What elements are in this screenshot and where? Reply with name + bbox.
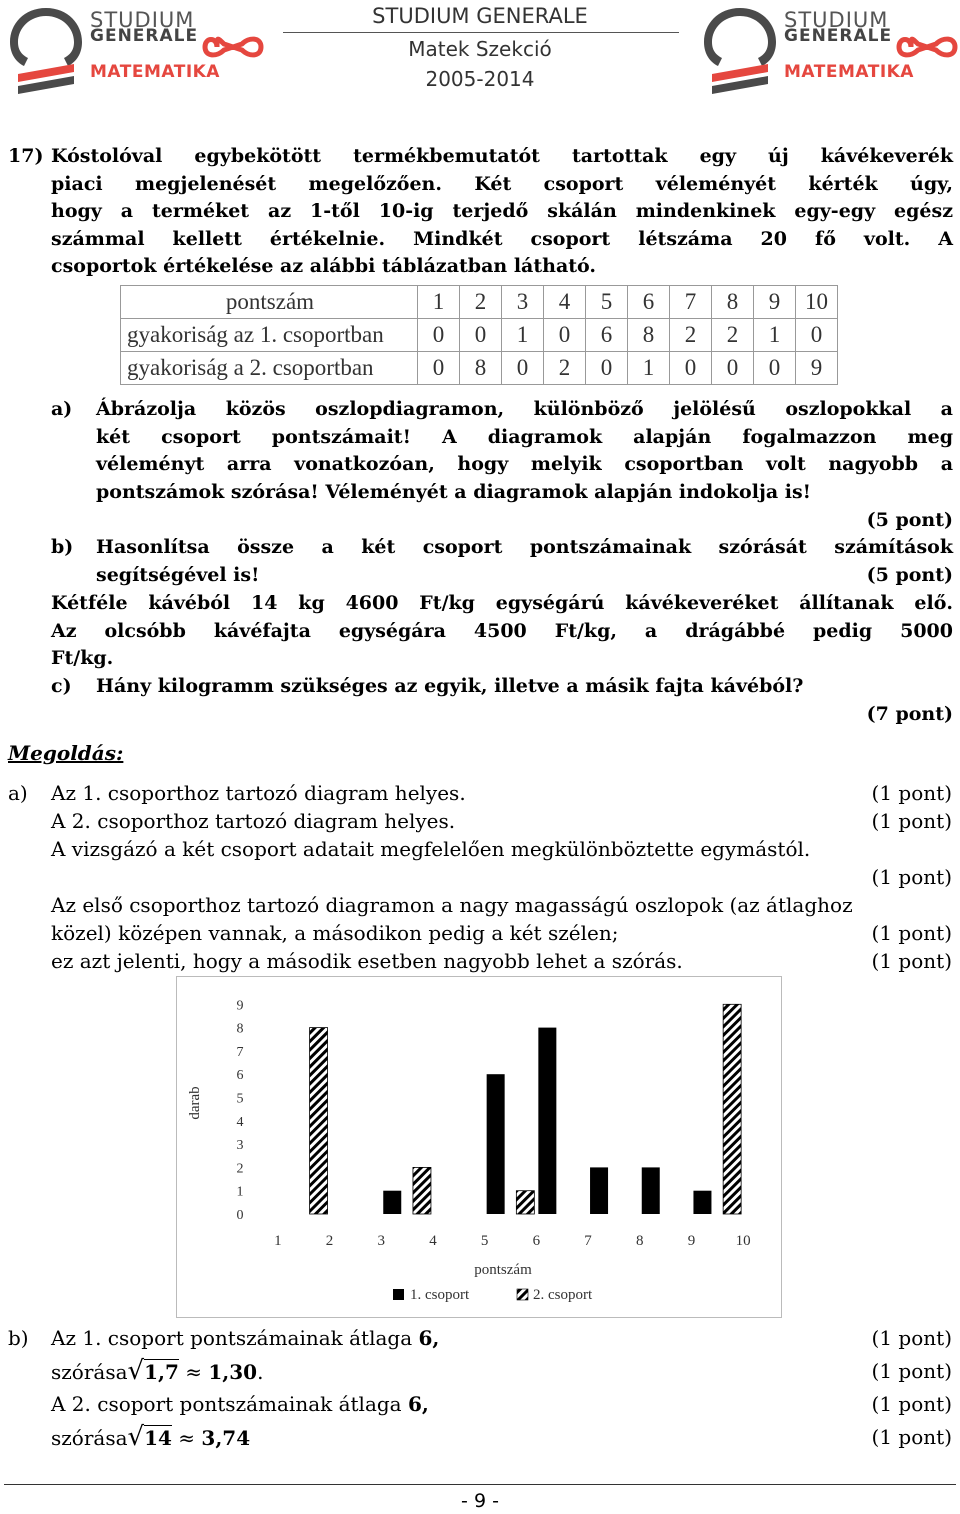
solution-b-row xyxy=(51,1391,952,1419)
bar-group1 xyxy=(383,1191,401,1214)
deviation-value: 3,74 xyxy=(201,1426,251,1450)
legend-label-group2: 2. csoport xyxy=(533,1287,593,1303)
part-b-line: Hasonlítsa össze a két csoport pontszámainak szórását számítások xyxy=(96,536,953,558)
table-cell: 5 xyxy=(586,286,628,319)
x-tick-label: 10 xyxy=(735,1233,751,1249)
y-tick-label: 3 xyxy=(236,1138,244,1154)
logo-text-matematika: MATEMATIKA xyxy=(784,62,914,82)
table-cell: 6 xyxy=(628,286,670,319)
solution-b-line xyxy=(51,1391,429,1419)
studium-generale-logo-icon xyxy=(4,2,88,102)
solution-text: A vizsgázó a két csoport adatait megfelelően megkülönböztette egymástól. xyxy=(51,837,811,861)
problem-line: hogy a terméket az 1-től 10-ig terjedő skálán mindenkinek egy-egy egész xyxy=(51,200,953,223)
solution-b-line xyxy=(51,1424,250,1453)
part-b-text xyxy=(96,534,953,589)
solution-a-row xyxy=(51,780,952,808)
solution-points: (1 pont) xyxy=(871,1359,952,1383)
table-cell: 2 xyxy=(460,286,502,319)
table-cell: 1 xyxy=(754,319,796,352)
logo-text-matematika: MATEMATIKA xyxy=(90,62,220,82)
table-cell: 9 xyxy=(796,352,838,385)
y-tick-label: 7 xyxy=(236,1044,244,1060)
solution-b-line xyxy=(51,1358,263,1387)
approx-sign: ≈ xyxy=(185,1360,203,1384)
header-title: STUDIUM GENERALE xyxy=(372,4,588,28)
solution-b-row xyxy=(51,1358,952,1386)
table-cell: 7 xyxy=(670,286,712,319)
radicand: 14 xyxy=(144,1426,172,1450)
bar-group1 xyxy=(590,1167,608,1214)
solution-points: (1 pont) xyxy=(871,1326,952,1350)
table-cell: 2 xyxy=(544,352,586,385)
table-cell: 4 xyxy=(544,286,586,319)
bar-group1 xyxy=(487,1074,505,1214)
solution-a-row xyxy=(51,808,952,836)
solution-b-row xyxy=(51,1424,952,1452)
solution-text: A 2. csoport pontszámainak átlaga xyxy=(51,1392,402,1416)
table-cell: 1 xyxy=(502,319,544,352)
part-b-line: segítségével is! xyxy=(96,563,260,586)
solution-a-row xyxy=(51,864,952,892)
part-c-label: c) xyxy=(51,675,72,697)
solution-points: (1 pont) xyxy=(871,1425,952,1449)
page-number: - 9 - xyxy=(461,1490,499,1512)
table-cell: 0 xyxy=(502,352,544,385)
table-cell: 8 xyxy=(712,286,754,319)
problem-line: csoportok értékelése az alábbi táblázatban látható. xyxy=(51,255,596,278)
table-row xyxy=(121,319,838,352)
y-tick-label: 8 xyxy=(236,1021,244,1037)
table-cell: 8 xyxy=(628,319,670,352)
mean-value: 6, xyxy=(407,1392,429,1416)
part-a-label: a) xyxy=(51,398,73,420)
table-cell: 0 xyxy=(712,352,754,385)
coffee-line: Kétféle kávéból 14 kg 4600 Ft/kg egységárú kávékeveréket állítanak elő. xyxy=(51,592,953,614)
table-cell: 8 xyxy=(460,352,502,385)
table-cell: 0 xyxy=(460,319,502,352)
coffee-line: Az olcsóbb kávéfajta egységára 4500 Ft/kg, a drágábbé pedig 5000 xyxy=(51,619,953,642)
bar-group2 xyxy=(516,1191,534,1214)
chart-xlabel: pontszám xyxy=(474,1262,532,1278)
part-b-label: b) xyxy=(51,536,74,558)
y-tick-label: 0 xyxy=(236,1208,244,1223)
table-cell: 0 xyxy=(754,352,796,385)
bar-group2 xyxy=(413,1167,431,1214)
chart-ylabel: darab xyxy=(187,1086,203,1120)
logo-text-studium: STUDIUM xyxy=(90,8,195,32)
bar-group1 xyxy=(538,1028,556,1214)
solution-points: (1 pont) xyxy=(871,1392,952,1416)
logo-text-generale: GENERALE xyxy=(784,26,893,46)
solution-text: A 2. csoporthoz tartozó diagram helyes. xyxy=(51,809,456,833)
table-cell: 0 xyxy=(586,352,628,385)
part-b-points: (5 pont) xyxy=(866,564,953,586)
solution-points: (1 pont) xyxy=(871,865,952,889)
infinity-icon xyxy=(200,30,266,64)
header-divider xyxy=(283,32,679,33)
logo-text-studium: STUDIUM xyxy=(784,8,889,32)
part-a-points: (5 pont) xyxy=(866,509,953,531)
studium-generale-logo-icon xyxy=(698,2,782,102)
y-tick-label: 9 xyxy=(236,998,244,1014)
approx-sign: ≈ xyxy=(178,1426,196,1450)
table-cell: 0 xyxy=(418,319,460,352)
x-tick-label: 4 xyxy=(429,1233,437,1249)
problem-line: számmal kellett értékelnie. Mindkét csoport létszáma 20 fő volt. A xyxy=(51,227,953,250)
solution-points: (1 pont) xyxy=(871,949,952,973)
coffee-line: Ft/kg. xyxy=(51,647,114,670)
footer-divider xyxy=(4,1484,956,1485)
legend-label-group1: 1. csoport xyxy=(410,1287,470,1303)
solution-b-label: b) xyxy=(8,1326,29,1350)
frequency-table xyxy=(120,285,838,385)
problem-number: 17) xyxy=(8,145,44,167)
legend-swatch-group1 xyxy=(393,1289,404,1300)
problem-line: Kóstolóval egybekötött termékbemutatót tartottak egy új kávékeverék xyxy=(51,145,953,167)
solution-a-row xyxy=(51,948,952,976)
solution-a-row xyxy=(51,892,952,920)
infinity-icon xyxy=(894,30,960,64)
table-cell: 0 xyxy=(796,319,838,352)
solution-text: közel) középen vannak, a másodikon pedig a két szélen; xyxy=(51,921,619,945)
table-header-label: pontszám xyxy=(121,286,418,319)
sqrt-icon: √ xyxy=(127,1356,145,1386)
solution-text: ez azt jelenti, hogy a második esetben nagyobb lehet a szórás. xyxy=(51,949,683,973)
table-cell: 1 xyxy=(418,286,460,319)
solution-points: (1 pont) xyxy=(871,809,952,833)
part-a-line: Ábrázolja közös oszlopdiagramon, különböző jelölésű oszlopokkal a xyxy=(96,398,953,420)
bar-chart-frame xyxy=(176,976,782,1318)
x-tick-label: 9 xyxy=(687,1233,696,1249)
table-row xyxy=(121,286,838,319)
table-cell: 2 xyxy=(712,319,754,352)
solution-text: Az első csoporthoz tartozó diagramon a nagy magasságú oszlopok (az átlaghoz xyxy=(51,893,853,917)
part-a-text xyxy=(96,396,953,506)
bar-chart xyxy=(177,977,781,1317)
problem-line: piaci megjelenését megelőzően. Két csoport véleményét kérték úgy, xyxy=(51,172,953,195)
problem-coffee-text xyxy=(51,590,953,673)
logo-text-generale: GENERALE xyxy=(90,26,199,46)
solution-heading: Megoldás: xyxy=(8,741,124,765)
solution-points: (1 pont) xyxy=(871,921,952,945)
solution-a-row xyxy=(51,836,952,864)
table-row xyxy=(121,352,838,385)
table-row-label: gyakoriság az 1. csoportban xyxy=(121,319,418,352)
radicand: 1,7 xyxy=(144,1360,179,1384)
y-tick-label: 5 xyxy=(236,1091,244,1107)
solution-b-row xyxy=(51,1325,952,1353)
part-a-line: véleményt arra vonatkozóan, hogy melyik csoportban volt nagyobb a xyxy=(96,453,953,476)
part-c-text: Hány kilogramm szükséges az egyik, illetve a másik fajta kávéból? xyxy=(96,675,804,697)
solution-text: szórása xyxy=(51,1360,128,1384)
x-tick-label: 8 xyxy=(636,1233,644,1249)
part-a-line: két csoport pontszámait! A diagramok alapján fogalmazzon meg xyxy=(96,425,953,448)
table-cell: 0 xyxy=(544,319,586,352)
x-tick-label: 2 xyxy=(325,1233,334,1249)
table-cell: 0 xyxy=(418,352,460,385)
x-tick-label: 6 xyxy=(532,1233,541,1249)
part-c-points: (7 pont) xyxy=(866,703,953,725)
header-years: 2005-2014 xyxy=(425,67,535,91)
bar-group1 xyxy=(642,1167,660,1214)
legend-swatch-group2 xyxy=(517,1289,528,1300)
solution-points: (1 pont) xyxy=(871,781,952,805)
sqrt-icon: √ xyxy=(127,1422,145,1452)
table-cell: 9 xyxy=(754,286,796,319)
logo-right xyxy=(698,2,958,102)
part-a-line: pontszámok szórása! Véleményét a diagramok alapján indokolja is! xyxy=(96,480,812,503)
y-tick-label: 4 xyxy=(236,1114,244,1130)
x-tick-label: 1 xyxy=(274,1233,282,1249)
solution-a-row xyxy=(51,920,952,948)
y-tick-label: 6 xyxy=(236,1068,244,1084)
period: . xyxy=(257,1360,264,1384)
table-cell: 1 xyxy=(628,352,670,385)
table-cell: 3 xyxy=(502,286,544,319)
y-tick-label: 1 xyxy=(236,1184,244,1200)
logo-left xyxy=(4,2,264,102)
table-cell: 0 xyxy=(670,352,712,385)
solution-a-label: a) xyxy=(8,781,28,805)
table-cell: 10 xyxy=(796,286,838,319)
x-tick-label: 3 xyxy=(377,1233,385,1249)
solution-text: szórása xyxy=(51,1426,128,1450)
deviation-value: 1,30 xyxy=(208,1360,258,1384)
mean-value: 6, xyxy=(418,1326,440,1350)
table-cell: 6 xyxy=(586,319,628,352)
x-tick-label: 7 xyxy=(584,1233,592,1249)
table-cell: 2 xyxy=(670,319,712,352)
solution-text: Az 1. csoporthoz tartozó diagram helyes. xyxy=(51,781,466,805)
x-tick-label: 5 xyxy=(480,1233,489,1249)
bar-group2 xyxy=(310,1028,328,1214)
y-tick-label: 2 xyxy=(236,1161,244,1177)
problem-statement xyxy=(51,143,953,281)
chart-legend xyxy=(393,1287,593,1303)
solution-b-line xyxy=(51,1325,439,1353)
header-subtitle: Matek Szekció xyxy=(408,37,552,61)
solution-text: Az 1. csoport pontszámainak átlaga xyxy=(51,1326,413,1350)
bar-group2 xyxy=(723,1004,741,1214)
table-row-label: gyakoriság a 2. csoportban xyxy=(121,352,418,385)
bar-group1 xyxy=(693,1191,711,1214)
